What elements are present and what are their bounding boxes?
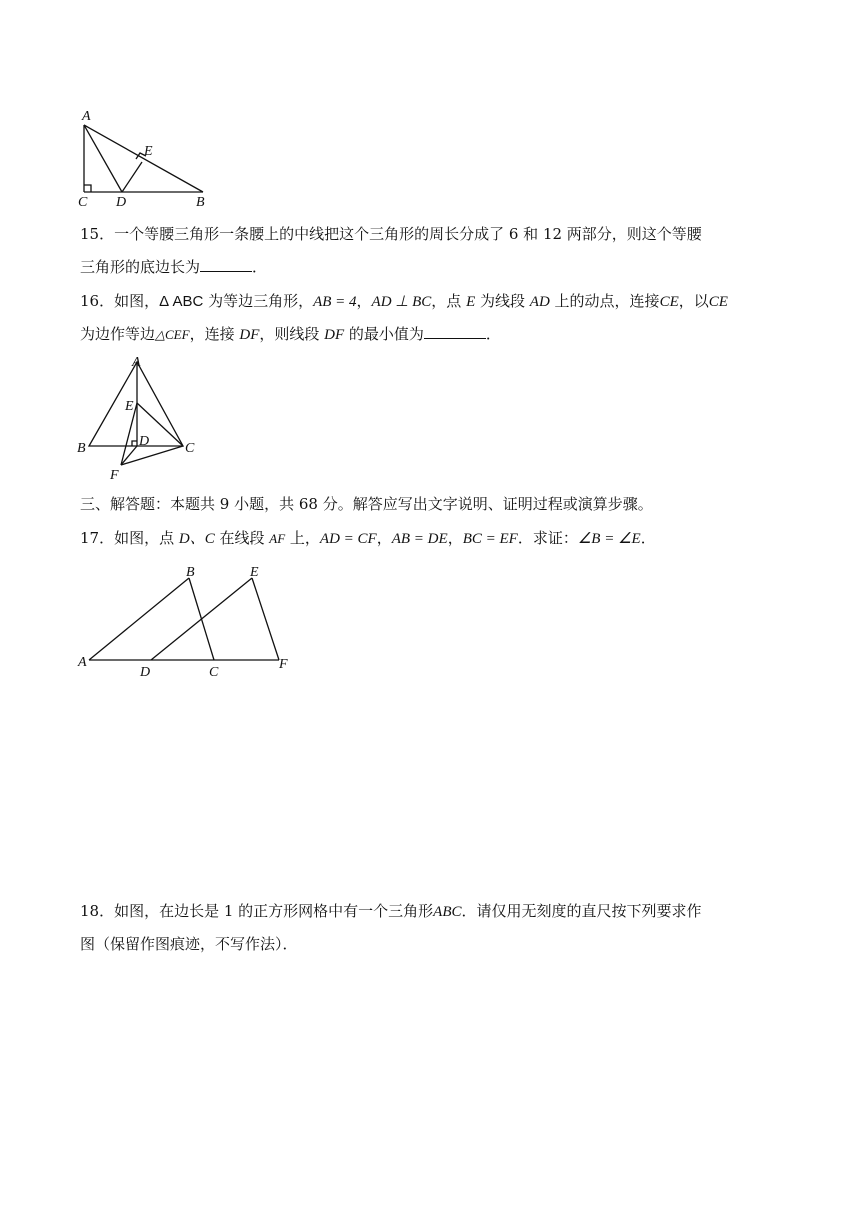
q18-line1	[80, 901, 702, 922]
q17-end: ．	[640, 529, 656, 547]
label-F: F	[110, 468, 119, 483]
label-D: D	[140, 665, 151, 680]
q16-df: DF	[324, 327, 345, 343]
label-A: A	[82, 109, 91, 124]
q15-line2	[80, 257, 267, 277]
label-D: D	[139, 434, 150, 449]
q16-ce: CE	[708, 294, 728, 310]
q16-cef: △CEF	[155, 327, 190, 342]
label-B: B	[77, 441, 86, 456]
q17-dc: D、C	[178, 531, 215, 547]
q16-text: 为边作等边	[80, 325, 156, 343]
q16-ad-perp: AD ⊥ BC	[371, 294, 432, 310]
q16-text: 上的动点，连接	[549, 292, 660, 310]
q18-text: ．请仅用无刻度的直尺按下列要求作	[461, 902, 702, 920]
q16-df: DF	[239, 327, 260, 343]
q17-text: 17．如图，点	[80, 529, 179, 547]
q16-end: ．	[485, 325, 501, 343]
q16-e: E	[466, 294, 476, 310]
section-title: 三、解答题：本题共 9 小题，共 68 分。解答应写出文字说明、证明过程或演算步骤。	[80, 495, 653, 513]
label-A: A	[132, 355, 141, 370]
q18-line2	[80, 934, 298, 954]
q16-ad: AD	[529, 294, 550, 310]
label-E: E	[144, 144, 153, 159]
q16-text: 为线段	[475, 292, 530, 310]
q16-text: ，点	[431, 292, 467, 310]
q16-line1	[80, 291, 728, 312]
q16-text: ，以	[678, 292, 709, 310]
q16-text: ，则线段	[259, 325, 325, 343]
q15-line1	[80, 224, 702, 244]
answer-blank[interactable]	[200, 257, 252, 272]
q17-condition-2: AB = DE	[391, 531, 448, 547]
q15-text-2: 三角形的底边长为	[80, 258, 201, 276]
q18-text: 18．如图，在边长是 1 的正方形网格中有一个三角形	[80, 902, 434, 920]
label-C: C	[78, 195, 88, 210]
label-F: F	[279, 657, 288, 672]
figure-equilateral-triangle	[76, 352, 206, 484]
q15-end: ．	[252, 258, 268, 276]
label-C: C	[209, 665, 219, 680]
label-B: B	[186, 565, 195, 580]
q16-triangle: Δ ABC	[159, 293, 204, 310]
q16-ce: CE	[659, 294, 679, 310]
q17-condition-1: AD = CF	[319, 531, 377, 547]
q16-text: 16．如图，	[80, 292, 160, 310]
q16-line2	[80, 324, 501, 345]
q17-text: ．求证：	[517, 529, 578, 547]
q15-text: 15．一个等腰三角形一条腰上的中线把这个三角形的周长分成了 6 和 12 两部分，则这个等腰	[80, 225, 702, 243]
label-D: D	[116, 195, 127, 210]
label-C: C	[185, 441, 195, 456]
q18-text-2: 图（保留作图痕迹，不写作法）．	[80, 935, 298, 953]
q17-text: 上，	[285, 529, 320, 547]
section-heading	[80, 494, 653, 514]
q16-ab: AB = 4	[313, 294, 357, 310]
q17-text: ，	[376, 529, 392, 547]
figure-right-triangle	[76, 108, 216, 212]
label-A: A	[78, 655, 87, 670]
q17-condition-3: BC = EF	[462, 531, 518, 547]
q17-af: AF	[269, 531, 286, 546]
q16-text: ，	[356, 292, 372, 310]
q16-text: 的最小值为	[344, 325, 424, 343]
q17-line1	[80, 528, 656, 549]
label-B: B	[196, 195, 205, 210]
q17-goal: ∠B = ∠E	[577, 531, 641, 547]
q17-text: ，	[447, 529, 463, 547]
answer-blank[interactable]	[424, 324, 486, 339]
q16-text: ，连接	[189, 325, 240, 343]
label-E: E	[125, 399, 134, 414]
q18-abc: ABC	[433, 904, 462, 920]
figure-two-triangles	[76, 560, 306, 684]
label-E: E	[250, 565, 259, 580]
q17-text: 在线段	[214, 529, 270, 547]
q16-text: 为等边三角形，	[203, 292, 314, 310]
